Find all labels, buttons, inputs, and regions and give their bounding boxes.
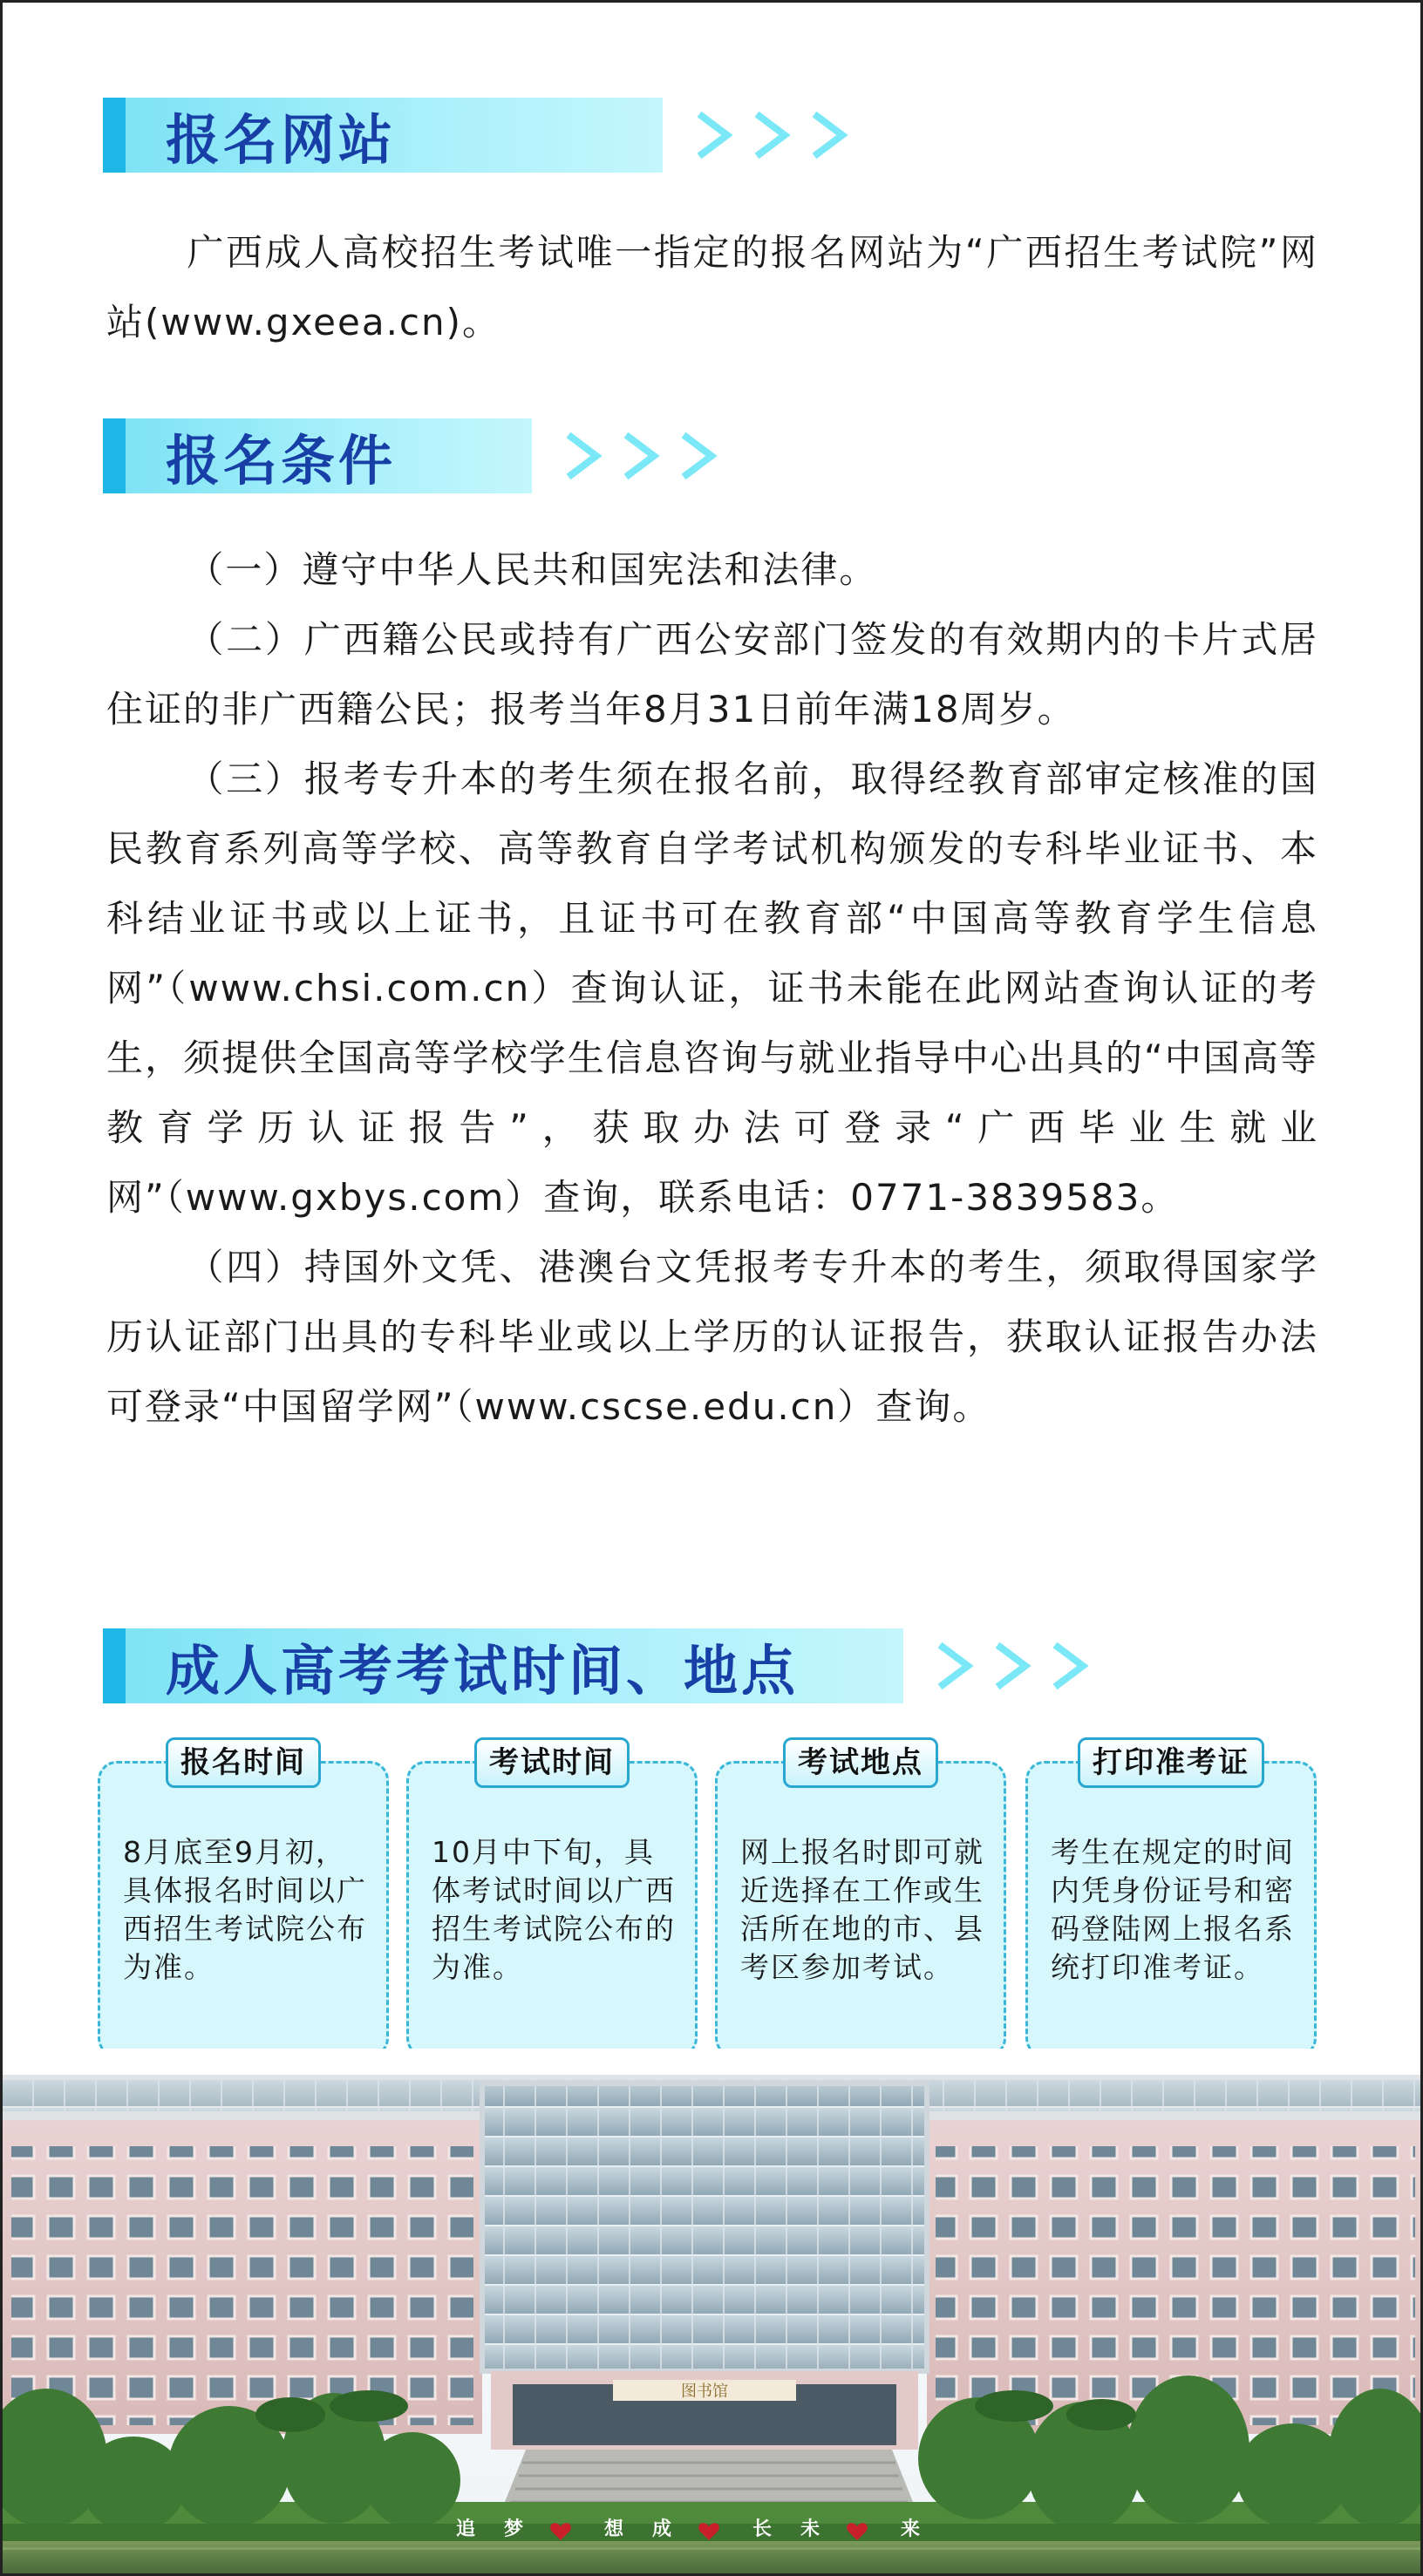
info-card-registration-time <box>98 1745 389 2057</box>
chevron-arrows-icon <box>689 107 853 163</box>
info-card-exam-time <box>406 1745 698 2057</box>
condition-item-3: （三）报考专升本的考生须在报名前，取得经教育部审定核准的国民教育系列高等学校、高等教育自学考试机构颁发的专科毕业证书、本科结业证书或以上证书，且证书可在教育部“中国高等教育学生信息网”（www.chsi.com.cn）查询认证，证书未能在此网站查询认证的考生，须提供全国高等学校学生信息咨询与就业指导中心出具的“中国高等教育学历认证报告”，获取办法可登录“广西毕业生就业网”（www.gxbys.com）查询，联系电话：0771-3839583。 <box>106 758 1318 1219</box>
condition-item-2: （二）广西籍公民或持有广西公安部门签发的有效期内的卡片式居住证的非广西籍公民；报考当年8月31日前年满18周岁。 <box>106 618 1318 731</box>
card-tag: 报名时间 <box>166 1737 321 1788</box>
slogan-char: 长 <box>752 2518 773 2540</box>
website-text: 广西成人高校招生考试唯一指定的报名网站为“广西招生考试院”网站(www.gxeea.cn)。 <box>106 231 1318 343</box>
accent-bar <box>103 418 126 493</box>
section-header-website <box>103 98 853 173</box>
accent-bar <box>103 1628 126 1703</box>
building-sign: 图书馆 <box>681 2382 728 2401</box>
section-header-conditions <box>103 418 722 493</box>
condition-item-1: （一）遵守中华人民共和国宪法和法律。 <box>187 548 878 591</box>
slogan-char: 想 <box>604 2518 624 2540</box>
section-header-time-place <box>103 1628 1093 1703</box>
section-title: 成人高考考试时间、地点 <box>166 1638 800 1703</box>
slogan-char: 追 <box>456 2518 476 2540</box>
card-text: 8月底至9月初，具体报名时间以广西招生考试院公布为准。 <box>123 1835 367 1984</box>
section-title: 报名条件 <box>166 428 397 493</box>
section-title-box <box>126 1628 903 1703</box>
card-text: 网上报名时即可就近选择在工作或生活所在地的市、县考区参加考试。 <box>740 1835 984 1984</box>
conditions-paragraphs <box>106 535 1318 1442</box>
chevron-arrows-icon <box>929 1638 1093 1694</box>
campus-building-photo <box>3 2049 1420 2573</box>
slogan-char: 来 <box>901 2518 921 2540</box>
slogan-char: 未 <box>800 2518 820 2540</box>
condition-item-4: （四）持国外文凭、港澳台文凭报考专升本的考生，须取得国家学历认证部门出具的专科毕业或以上学历的认证报告，获取认证报告办法可登录“中国留学网”（www.cscse.edu.cn）查询。 <box>106 1246 1318 1428</box>
accent-bar <box>103 98 126 173</box>
card-tag: 考试时间 <box>474 1737 630 1788</box>
card-tag: 考试地点 <box>783 1737 938 1788</box>
card-text: 考生在规定的时间内凭身份证号和密码登陆网上报名系统打印准考证。 <box>1051 1835 1295 1984</box>
website-paragraph <box>106 218 1318 357</box>
info-card-exam-location <box>715 1745 1006 2057</box>
section-title-box <box>126 418 532 493</box>
campus-illustration <box>3 2049 1420 2573</box>
info-card-print-admission <box>1025 1745 1317 2057</box>
chevron-arrows-icon <box>558 428 722 484</box>
slogan-char: 成 <box>652 2518 672 2540</box>
slogan-char: 梦 <box>504 2518 524 2540</box>
section-title: 报名网站 <box>166 107 397 172</box>
card-text: 10月中下旬，具体考试时间以广西招生考试院公布的为准。 <box>432 1835 676 1984</box>
card-tag: 打印准考证 <box>1078 1737 1264 1788</box>
section-title-box <box>126 98 663 173</box>
